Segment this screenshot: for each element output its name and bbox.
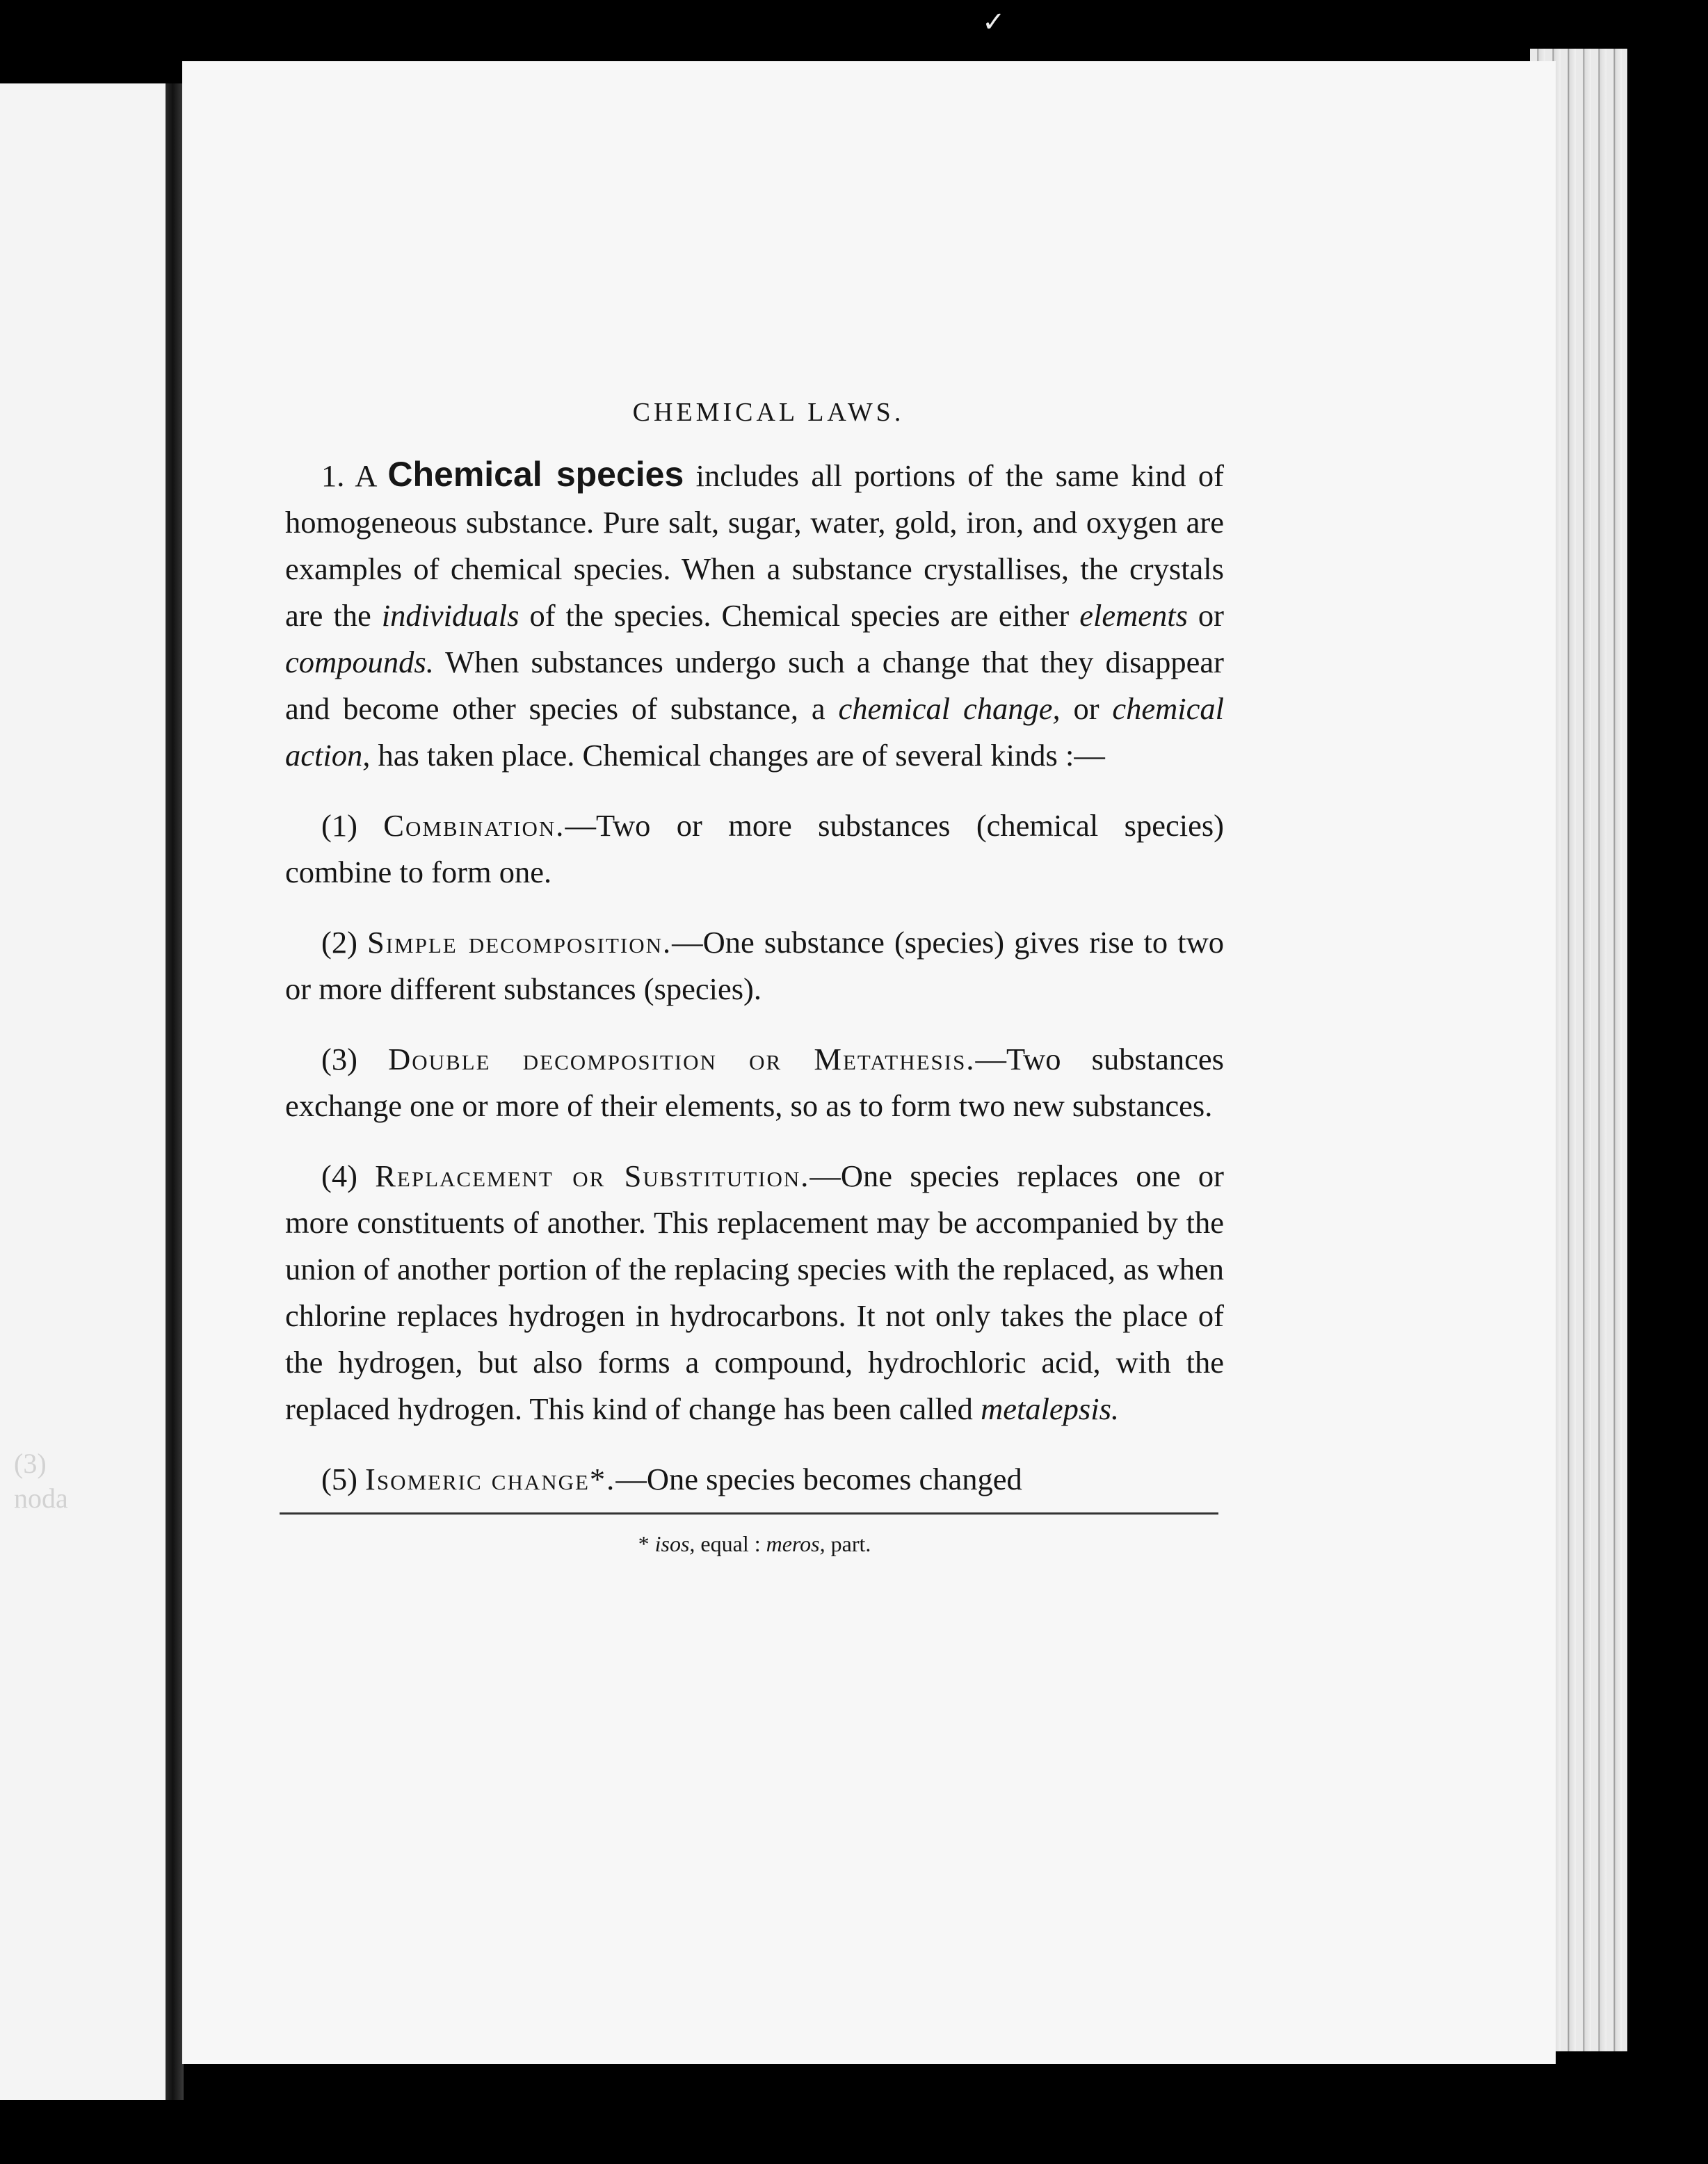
item-simple-decomposition: (2) Simple decomposition.—One substance (species) gives rise to two or more different substances (species). — [285, 925, 1224, 1006]
book-gutter — [166, 83, 184, 2100]
term-chemical-species: Chemical species — [387, 455, 684, 494]
item-isomeric-change: (5) Isomeric change*.—One species becomes changed — [321, 1462, 1022, 1496]
paragraph-1: 1. A Chemical species includes all portions of the same kind of homogeneous substance. Pure salt, sugar, water, gold, iron, and oxygen are examples of chemical species. When a substance crystallises, the crystals are the individuals of the species. Chemical species are either elements or compounds. When substances undergo such a change that they disappear and become other species of substance, a chemical change, or chemical action, has taken place. Chemical changes are of several kinds :— — [285, 455, 1224, 773]
left-page — [0, 83, 170, 2100]
text-column — [285, 389, 1224, 1563]
item-combination: (1) Combination.—Two or more substances (chemical species) combine to form one. — [285, 808, 1224, 889]
item-double-decomposition: (3) Double decomposition or Metathesis.—Two substances exchange one or more of their elements, so as to form two new substances. — [285, 1042, 1224, 1123]
page-title: CHEMICAL LAWS. — [632, 398, 905, 427]
scan-mark: ✓ — [982, 6, 1006, 38]
bleed-through-text: (3) nodа — [14, 1448, 68, 1514]
item-replacement: (4) Replacement or Substitution.—One species replaces one or more constituents of another. This replacement may be accompanied by the union of another portion of the replacing species with the replaced, as when chlorine replaces hydrogen in hydrocarbons. It not only takes the place of the hydrogen, but also forms a compound, hydrochloric acid, with the replaced hydrogen. This kind of change has been called metalepsis. — [285, 1158, 1224, 1426]
footnote: * isos, equal : meros, part. — [638, 1531, 871, 1556]
footnote-rule — [280, 1512, 1218, 1515]
